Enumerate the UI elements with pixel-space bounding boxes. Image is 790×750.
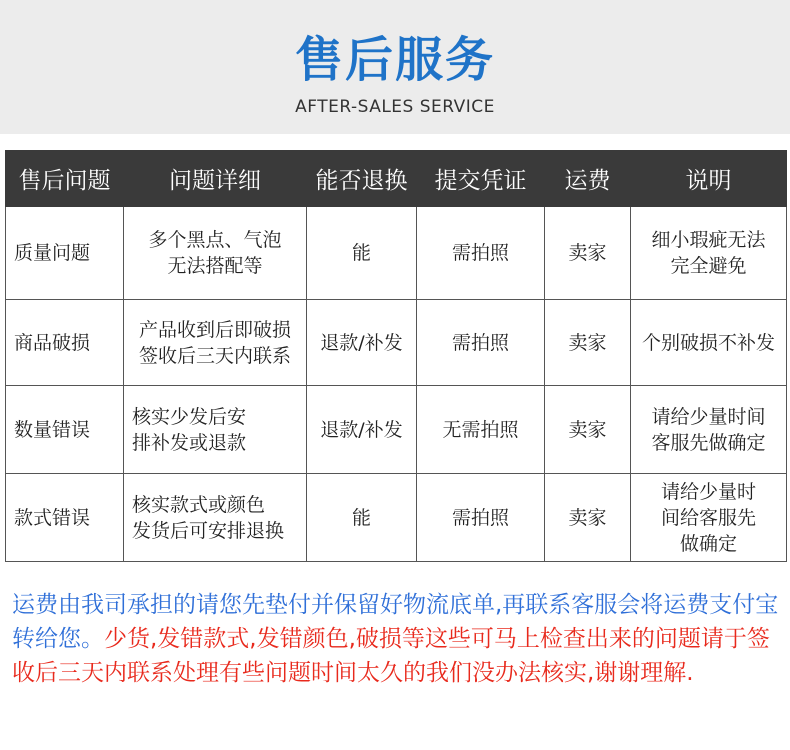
detail-line: 核实款式或颜色	[132, 493, 266, 516]
note-cell	[631, 474, 787, 562]
page-header	[0, 0, 790, 134]
detail-line: 签收后三天内联系	[138, 344, 291, 367]
detail-line: 发货后可安排退换	[132, 519, 285, 542]
column-header: 问题详细	[124, 151, 307, 207]
detail-line: 无法搭配等	[167, 255, 263, 277]
exchange-cell: 退款/补发	[307, 300, 417, 386]
note-line: 间给客服先	[660, 506, 756, 529]
detail-cell	[124, 386, 307, 474]
page-title: 售后服务	[294, 32, 495, 88]
detail-line: 核实少发后安	[132, 405, 247, 428]
table-row	[6, 207, 787, 300]
shipping-cell: 卖家	[545, 207, 631, 300]
column-header: 能否退换	[307, 151, 417, 207]
column-header: 运费	[545, 151, 631, 207]
issue-cell: 数量错误	[6, 386, 124, 474]
proof-cell: 需拍照	[417, 300, 545, 386]
note-cell	[631, 386, 787, 474]
issue-cell: 款式错误	[6, 474, 124, 562]
note-line: 做确定	[679, 532, 737, 555]
shipping-cell: 卖家	[545, 386, 631, 474]
issue-cell: 质量问题	[6, 207, 124, 300]
column-header: 提交凭证	[417, 151, 545, 207]
table-row	[6, 300, 787, 386]
detail-line: 多个黑点、气泡	[148, 229, 282, 251]
issue-cell: 商品破损	[6, 300, 124, 386]
exchange-cell: 退款/补发	[307, 386, 417, 474]
service-notes	[12, 588, 782, 690]
detail-line: 产品收到后即破损	[138, 318, 291, 341]
note-line: 客服先做确定	[651, 431, 766, 454]
notes-red-text: 少货,发错款式,发错颜色,破损等这些可马上检查出来的问题请于签收后三天内联系处理有些问题时间太久的我们没办法核实,谢谢理解.	[12, 626, 770, 686]
detail-line: 排补发或退款	[132, 431, 247, 454]
note-line: 细小瑕疵无法	[651, 229, 766, 251]
shipping-cell: 卖家	[545, 474, 631, 562]
note-line: 请给少量时	[660, 480, 756, 503]
detail-cell	[124, 300, 307, 386]
exchange-cell: 能	[307, 207, 417, 300]
note-cell	[631, 207, 787, 300]
table-row	[6, 474, 787, 562]
proof-cell: 需拍照	[417, 207, 545, 300]
detail-cell	[124, 474, 307, 562]
proof-cell: 需拍照	[417, 474, 545, 562]
column-header: 说明	[631, 151, 787, 207]
note-line: 请给少量时间	[651, 405, 766, 428]
column-header: 售后问题	[6, 151, 124, 207]
exchange-cell: 能	[307, 474, 417, 562]
table-row	[6, 386, 787, 474]
table-header-row	[6, 151, 787, 207]
proof-cell: 无需拍照	[417, 386, 545, 474]
detail-cell	[124, 207, 307, 300]
notes-blue-text: 运费由我司承担的请您先垫付并保留好物流底单,再联系客服会将运费支付宝转给您。	[12, 592, 779, 652]
note-line: 完全避免	[670, 255, 747, 277]
shipping-cell: 卖家	[545, 300, 631, 386]
note-cell: 个别破损不补发	[631, 300, 787, 386]
page-subtitle: AFTER-SALES SERVICE	[295, 97, 495, 117]
after-sales-table	[5, 150, 787, 562]
